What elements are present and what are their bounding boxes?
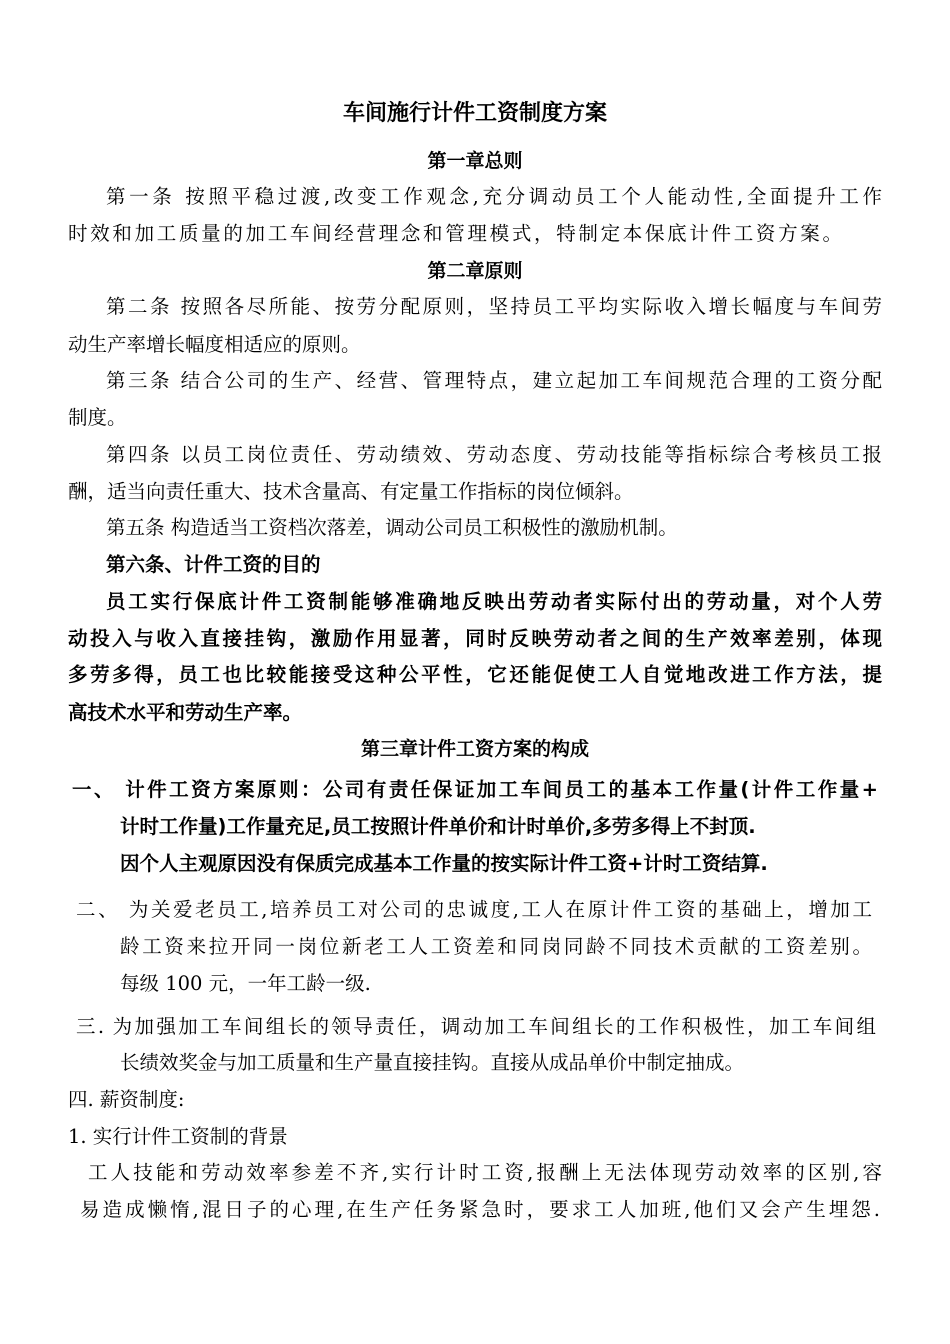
section-4-heading: 四. 薪资制度: — [68, 1088, 185, 1111]
article-2-line-2: 动生产率增长幅度相适应的原则。 — [68, 333, 361, 356]
section-2-line-3: 每级 100 元，一年工龄一级. — [120, 972, 371, 995]
article-4-line-2: 酬，适当向责任重大、技术含量高、有定量工作指标的岗位倾斜。 — [68, 480, 634, 503]
article-3-line-1: 第三条 结合公司的生产、经营、管理特点，建立起加工车间规范合理的工资分配 — [106, 369, 882, 392]
section-1-line-1: 一、 计件工资方案原则：公司有责任保证加工车间员工的基本工作量(计件工作量+ — [72, 778, 878, 801]
chapter-1-heading: 第一章总则 — [427, 150, 523, 172]
section-4-1-line-1: 工人技能和劳动效率参差不齐,实行计时工资,报酬上无法体现劳动效率的区别,容 — [88, 1161, 882, 1184]
chapter-2-heading: 第二章原则 — [427, 260, 523, 282]
section-1-line-3: 因个人主观原因没有保质完成基本工作量的按实际计件工资+计时工资结算. — [120, 852, 768, 875]
chapter-3-heading: 第三章计件工资方案的构成 — [360, 738, 589, 760]
article-6-line-4: 高技术水平和劳动生产率。 — [68, 701, 303, 724]
article-6-line-1: 员工实行保底计件工资制能够准确地反映出劳动者实际付出的劳动量，对个人劳 — [106, 590, 882, 613]
document-title: 车间施行计件工资制度方案 — [342, 101, 607, 126]
article-5-line-1: 第五条 构造适当工资档次落差，调动公司员工积极性的激励机制。 — [106, 516, 678, 539]
section-2-line-1: 二、 为关爱老员工,培养员工对公司的忠诚度,工人在原计件工资的基础上，增加工 — [76, 898, 872, 921]
article-1-line-1: 第一条 按照平稳过渡,改变工作观念,充分调动员工个人能动性,全面提升工作 — [106, 185, 882, 208]
section-3-line-2: 长绩效奖金与加工质量和生产量直接挂钩。直接从成品单价中制定抽成。 — [120, 1051, 745, 1074]
article-6-line-3: 多劳多得，员工也比较能接受这种公平性，它还能促使工人自觉地改进工作方法，提 — [68, 663, 882, 686]
article-3-line-2: 制度。 — [68, 406, 127, 429]
section-4-1-line-2: 易造成懒惰,混日子的心理,在生产任务紧急时，要求工人加班,他们又会产生埋怨. — [80, 1198, 880, 1221]
article-2-line-1: 第二条 按照各尽所能、按劳分配原则，坚持员工平均实际收入增长幅度与车间劳 — [106, 295, 882, 318]
section-1-line-2: 计时工作量)工作量充足,员工按照计件单价和计时单价,多劳多得上不封顶. — [120, 815, 756, 838]
article-6-heading: 第六条、计件工资的目的 — [106, 553, 321, 576]
section-2-line-2: 龄工资来拉开同一岗位新老工人工资差和同岗同龄不同技术贡献的工资差别。 — [120, 935, 872, 958]
article-1-line-2: 时效和加工质量的加工车间经营理念和管理模式，特制定本保底计件工资方案。 — [68, 222, 842, 245]
section-4-1-heading: 1. 实行计件工资制的背景 — [68, 1125, 288, 1148]
article-6-line-2: 动投入与收入直接挂钩，激励作用显著，同时反映劳动者之间的生产效率差别，体现 — [68, 627, 882, 650]
article-4-line-1: 第四条 以员工岗位责任、劳动绩效、劳动态度、劳动技能等指标综合考核员工报 — [106, 443, 882, 466]
section-3-line-1: 三. 为加强加工车间组长的领导责任，调动加工车间组长的工作积极性，加工车间组 — [76, 1015, 876, 1038]
